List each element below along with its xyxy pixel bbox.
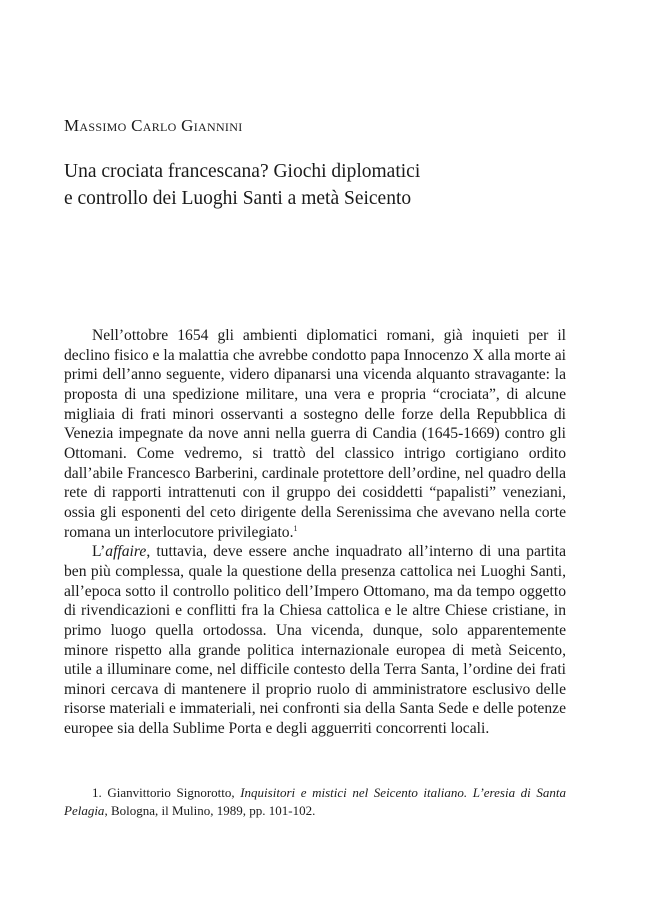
- article-title: [64, 158, 584, 212]
- paragraph-2-italic-word: affaire: [105, 543, 147, 561]
- footnote-rest: , Bologna, il Mulino, 1989, pp. 101-102.: [104, 803, 316, 818]
- footnote: [64, 784, 566, 820]
- title-line-1: Una crociata francescana? Giochi diplomatici: [64, 161, 421, 182]
- footnote-lead: 1. Gianvittorio Signorotto,: [92, 785, 241, 800]
- footnote-book-title: Inquisitori e mistici nel Seicento italiano. L’eresia di Santa Pelagia: [64, 785, 566, 818]
- paragraph-1: [64, 326, 566, 542]
- footnote-reference: 1: [293, 523, 298, 533]
- paragraph-1-text: Nell’ottobre 1654 gli ambienti diplomatici romani, già inquieti per il declino fisico e la malattia che avrebbe condotto papa Innocenzo X alla morte ai primi dell’anno seguente, videro dipanarsi una vicenda alquanto stravagante: la proposta di una spedizione militare, una vera e propria “crociata”, di alcune migliaia di frati minori osservanti a sostegno delle forze della Repubblica di Venezia impegnate da nove anni nella guerra di Candia (1645-1669) contro gli Ottomani. Come vedremo, si trattò del classico intrigo cortigiano ordito dall’abile Francesco Barberini, cardinale protettore dell’ordine, nel quadro della rete di rapporti intrattenuti con il gruppo dei cosiddetti “papalisti” veneziani, ossia gli esponenti del ceto dirigente della Serenissima che avevano nella corte romana un interlocutore privilegiato.: [64, 327, 566, 541]
- paragraph-2-lead: L’: [92, 543, 106, 561]
- title-line-2: e controllo dei Luoghi Santi a metà Seicento: [64, 188, 412, 209]
- paragraph-2: [64, 542, 566, 739]
- body-text: [64, 326, 566, 739]
- paragraph-2-text: , tuttavia, deve essere anche inquadrato all’interno di una partita ben più complessa, quale la questione della presenza cattolica nei Luoghi Santi, all’epoca sotto il controllo politico dell’Impero Ottomano, ma da tempo oggetto di rivendicazioni e conflitti fra la Chiesa cattolica e le altre Chiese cristiane, in primo luogo quella ortodossa. Una vicenda, dunque, solo apparentemente minore rispetto alla grande politica internazionale europea di metà Seicento, utile a illuminare come, nel difficile contesto della Terra Santa, l’ordine dei frati minori cercava di mantenere il proprio ruolo di amministratore esclusivo delle risorse materiali e immateriali, nei confronti sia della Santa Sede e delle potenze europee sia della Sublime Porta e degli agguerriti concorrenti locali.: [64, 543, 566, 738]
- author-name: Massimo Carlo Giannini: [64, 116, 243, 135]
